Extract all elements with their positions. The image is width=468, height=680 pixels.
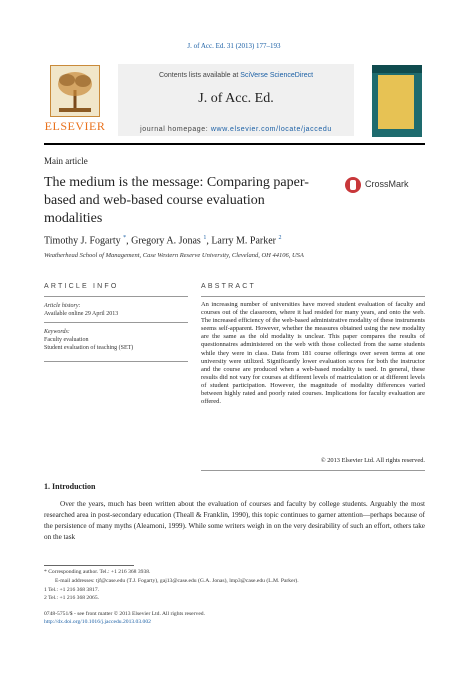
crossmark-label: CrossMark — [365, 179, 409, 189]
doi-link[interactable]: http://dx.doi.org/10.1016/j.jaccedu.2013.03.002 — [44, 619, 151, 625]
article-title: The medium is the message: Comparing paper-based and web-based course evaluation modalities — [44, 175, 309, 226]
journal-citation[interactable]: J. of Acc. Ed. 31 (2013) 177–193 — [187, 42, 281, 50]
author-name[interactable]: Timothy J. Fogarty — [44, 235, 121, 247]
footnote-2: 2 Tel.: +1 216 368 2065. — [44, 595, 100, 601]
article-info-heading: ARTICLE INFO — [44, 283, 119, 290]
article-type: Main article — [44, 156, 88, 166]
crossmark-badge[interactable] — [345, 177, 425, 193]
journal-cover-thumbnail[interactable] — [372, 65, 422, 137]
section-heading: 1. Introduction — [44, 482, 96, 491]
sciencedirect-link[interactable]: SciVerse ScienceDirect — [240, 72, 314, 79]
elsevier-wordmark: ELSEVIER — [44, 119, 106, 133]
divider — [44, 361, 188, 362]
contents-line — [118, 72, 354, 79]
history-value: Available online 29 April 2013 — [44, 311, 119, 317]
author-mark[interactable]: 2 — [278, 235, 282, 241]
email-addresses[interactable]: E-mail addresses: tjf@case.edu (T.J. Fogarty), gaj13@case.edu (G.A. Jonas), lmp3@case.edu (L.M. Parker). — [55, 578, 299, 584]
author-affiliation: Weatherhead School of Management, Case Western Reserve University, Cleveland, OH 44106, USA — [44, 252, 304, 259]
corresponding-author-note: * Corresponding author. Tel.: +1 216 368 3938. — [44, 569, 151, 575]
abstract-heading: ABSTRACT — [201, 283, 256, 290]
abstract-copyright: © 2013 Elsevier Ltd. All rights reserved. — [320, 457, 425, 464]
author-mark[interactable]: 1 — [203, 235, 207, 241]
author-mark[interactable]: * — [123, 235, 127, 241]
introduction-paragraph: Over the years, much has been written about the evaluation of courses and faculty by college students. Arguably the most researched area in post-secondary education (Theall & Franklin, 1990), this topic continues to garner attention—perhaps because of the persistence of many myths (Aleamoni, 1999). While some writers weigh in on the very desirability of such an effort, others take on the task — [44, 500, 425, 541]
divider — [44, 296, 188, 297]
author-list: Timothy J. Fogarty *, Gregory A. Jonas $^1$, Larry M. Parker $^2$ — [44, 235, 282, 247]
author-name[interactable]: Larry M. Parker — [211, 235, 277, 247]
footnote-1: 1 Tel.: +1 216 368 3817. — [44, 587, 100, 593]
history-label: Article history: — [44, 303, 81, 309]
journal-homepage — [118, 126, 354, 133]
author-name[interactable]: Gregory A. Jonas — [131, 235, 201, 247]
homepage-prefix: journal homepage: — [140, 126, 211, 133]
elsevier-logo[interactable] — [44, 65, 106, 137]
tree-icon — [50, 65, 100, 117]
contents-prefix: Contents lists available at — [158, 72, 241, 79]
divider — [201, 470, 425, 471]
keyword: Faculty evaluation — [44, 337, 89, 343]
keywords-label: Keywords: — [44, 329, 70, 335]
cover-strip — [372, 65, 422, 73]
crossmark-icon — [345, 177, 361, 193]
homepage-link[interactable]: www.elsevier.com/locate/jaccedu — [210, 126, 332, 133]
header-divider — [44, 143, 425, 145]
divider — [201, 296, 425, 297]
footnote-divider — [44, 565, 134, 566]
cover-panel — [378, 75, 414, 129]
journal-title: J. of Acc. Ed. — [198, 91, 274, 106]
keyword: Student evaluation of teaching (SET) — [44, 345, 134, 351]
divider — [44, 322, 188, 323]
abstract-body: An increasing number of universities have moved student evaluation of faculty and courses out of the classroom, where it had resided for many years, and onto the web. The increased efficiency of the web-based administrative modality of these instruments seems self-apparent. However, whether the measures obtained using the new modality are the same as the old modality is unclear. This paper compares the results of questionnaires administered on the web with those collected from the same students while they were in class. Data from 181 course offerings over seven terms at one university were utilized. Significantly lower evaluation scores for both the instructor and the course are produced when a web-based modality is used. In general, these results did not vary for courses at different levels of matriculation or at different levels of student participation. However, the magnitude of modality differences varied between highly rated and poorly rated courses. Implications for faculty evaluation are offered. — [201, 301, 425, 406]
front-matter-note: 0748-5751/$ - see front matter © 2013 Elsevier Ltd. All rights reserved. — [44, 611, 205, 617]
